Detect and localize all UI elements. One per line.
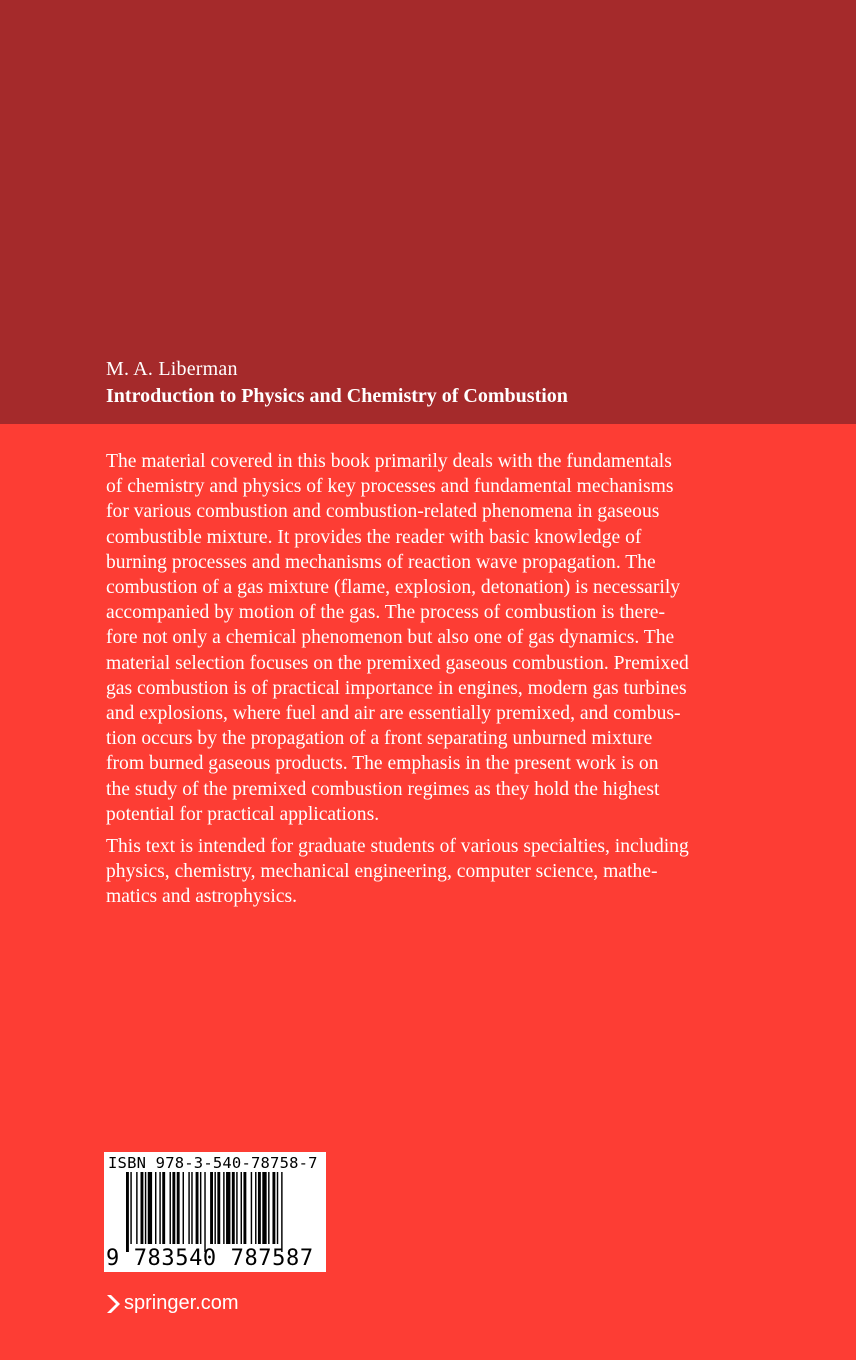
text-line: combustion of a gas mixture (flame, explosion, detonation) is necessarily [106,577,681,599]
text-line: and explosions, where fuel and air are essentially premixed, and combus- [106,703,681,725]
barcode-bar [210,1172,213,1244]
book-description [106,449,746,910]
barcode-bar [243,1172,246,1244]
isbn-barcode [104,1152,326,1272]
barcode-bar [232,1172,235,1244]
barcode-bar [262,1172,266,1244]
ean-digits: 9 783540 787587 [106,1246,314,1271]
barcode-bar [191,1172,192,1244]
barcode-bar [255,1172,256,1244]
text-line: physics, chemistry, mechanical engineering, computer science, mathe- [106,861,658,883]
barcode-bar [204,1172,205,1252]
barcode-bar [177,1172,180,1244]
barcode-bar [141,1172,144,1244]
barcode-bar [136,1172,137,1244]
barcode-bar [126,1172,129,1252]
text-line: combustible mixture. It provides the reader with basic knowledge of [106,526,642,548]
text-line: the study of the premixed combustion regimes as they hold the highest [106,778,660,800]
text-line: burning processes and mechanisms of reaction wave propagation. The [106,551,656,573]
chevron-right-icon [104,1293,120,1315]
barcode-bar [217,1172,220,1244]
barcode-bar [236,1172,237,1244]
barcode-bar [196,1172,199,1244]
barcode-bar [159,1172,160,1244]
barcode-bar [214,1172,215,1244]
barcode-bar [155,1172,156,1244]
book-author: M. A. Liberman [106,358,238,380]
barcode-bar [277,1172,278,1244]
barcode-icon [104,1172,326,1252]
text-line: This text is intended for graduate students of various specialties, including [106,836,689,858]
publisher-link[interactable] [104,1292,239,1315]
barcode-bar [130,1172,131,1244]
barcode-bar [162,1172,165,1244]
text-line: fore not only a chemical phenomenon but also one of gas dynamics. The [106,627,675,649]
description-paragraph-1 [106,449,746,827]
book-title: Introduction to Physics and Chemistry of Combustion [106,385,568,407]
barcode-bar [241,1172,242,1244]
isbn-label: ISBN 978-3-540-78758-7 [108,1154,318,1172]
barcode-bar [183,1172,184,1244]
barcode-bar [188,1172,189,1244]
barcode-bar [258,1172,261,1244]
barcode-bar [200,1172,201,1244]
text-line: tion occurs by the propagation of a front separating unburned mixture [106,728,653,750]
barcode-bar [251,1172,252,1244]
text-line: gas combustion is of practical importance in engines, modern gas turbines [106,677,687,699]
text-line: The material covered in this book primarily deals with the fundamentals [106,451,672,472]
text-line: matics and astrophysics. [106,886,298,908]
barcode-bar [172,1172,175,1244]
barcode-bar [148,1172,152,1244]
text-line: for various combustion and combustion-related phenomena in gaseous [106,501,660,523]
barcode-bar [223,1172,224,1244]
description-paragraph-2 [106,834,746,910]
publisher-url[interactable]: springer.com [124,1292,239,1314]
barcode-bar [145,1172,146,1244]
barcode-bar [170,1172,171,1244]
text-line: of chemistry and physics of key processes and fundamental mechanisms [106,476,674,498]
text-line: potential for practical applications. [106,803,380,825]
barcode-bar [268,1172,269,1244]
text-line: accompanied by motion of the gas. The process of combustion is there- [106,602,666,624]
barcode-bar [272,1172,275,1244]
barcode-bar [226,1172,230,1244]
barcode-bar [281,1172,282,1252]
text-line: material selection focuses on the premixed gaseous combustion. Premixed [106,652,689,674]
text-line: from burned gaseous products. The emphasis in the present work is on [106,753,659,775]
